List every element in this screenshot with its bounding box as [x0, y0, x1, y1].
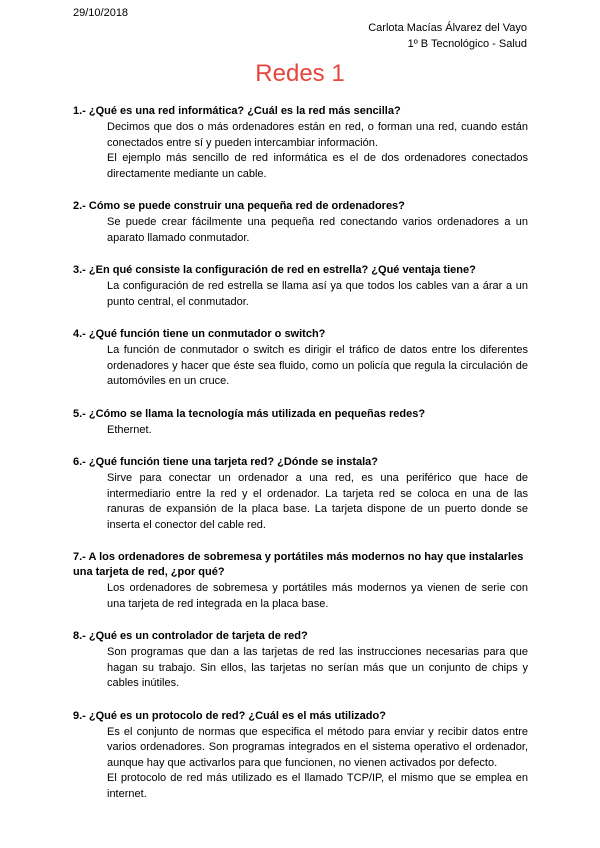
answer-paragraph: El protocolo de red más utilizado es el llamado TCP/IP, el mismo que se emplea en internet. [107, 772, 528, 800]
answer-body [107, 581, 528, 612]
question-heading: 8.- ¿Qué es un controlador de tarjeta de red? [73, 630, 308, 642]
question-block-2 [73, 199, 528, 246]
answer-paragraph: Ethernet. [107, 423, 152, 436]
answer-paragraph: Se puede crear fácilmente una pequeña red conectando varios ordenadores a un aparato llamado conmutador. [107, 216, 528, 244]
answer-paragraph: Es el conjunto de normas que especifica el método para enviar y recibir datos entre varios ordenadores. Son programas integrados en el sistema operativo el ordenador, aunque hay que activarlos para que funcionen, no vienen activados por defecto. [107, 725, 528, 769]
page-date: 29/10/2018 [73, 7, 129, 19]
answer-body [107, 471, 528, 533]
question-heading: 4.- ¿Qué función tiene un conmutador o switch? [73, 328, 326, 340]
question-block-7 [73, 550, 528, 612]
answer-paragraph: La función de conmutador o switch es dirigir el tráfico de datos entre los diferentes ordenadores y hacer que éste sea fluido, como un policía que regula la circulación de automóviles en un cruce. [107, 344, 528, 387]
questions-list [73, 104, 528, 819]
question-heading: 7.- A los ordenadores de sobremesa y portátiles más modernos no hay que instalarles una tarjeta de red, ¿por qué? [73, 551, 524, 578]
question-block-3 [73, 263, 528, 310]
question-heading: 9.- ¿Qué es un protocolo de red? ¿Cuál es el más utilizado? [73, 709, 386, 722]
question-block-1 [73, 104, 528, 182]
author-course: 1º B Tecnológico - Salud [407, 38, 527, 50]
answer-paragraph: Sirve para conectar un ordenador a una red, es una periférico que hace de intermediario entre la red y el ordenador. La tarjeta red se coloca en una de las ranuras de expansión de la placa base. La tarjeta dispone de un puerto donde se inserta el conector del cable red. [107, 472, 528, 531]
answer-body [107, 343, 528, 390]
answer-body [107, 423, 528, 439]
question-heading: 1.- ¿Qué es una red informática? ¿Cuál es la red más sencilla? [73, 105, 401, 117]
question-block-5 [73, 407, 528, 439]
answer-paragraph: Los ordenadores de sobremesa y portátiles más modernos ya vienen de serie con una tarjeta de red integrada en la placa base. [107, 582, 528, 610]
question-heading: 2.- Cómo se puede construir una pequeña red de ordenadores? [73, 200, 405, 212]
answer-body [107, 725, 528, 803]
answer-body [107, 645, 528, 692]
answer-paragraph: Son programas que dan a las tarjetas de red las instrucciones necesarias para que hagan su trabajo. Sin ellos, las tarjetas no serían más que un conjunto de chips y cables inútiles. [107, 646, 528, 689]
question-block-8 [73, 629, 528, 692]
question-block-4 [73, 327, 528, 390]
answer-body [107, 120, 528, 182]
answer-body [107, 215, 528, 246]
author-name: Carlota Macías Álvarez del Vayo [368, 22, 527, 34]
answer-paragraph: La configuración de red estrella se llama así ya que todos los cables van a árar a un punto central, el conmutador. [107, 280, 528, 308]
question-block-9 [73, 709, 528, 803]
question-heading: 3.- ¿En qué consiste la configuración de red en estrella? ¿Qué ventaja tiene? [73, 264, 476, 276]
answer-paragraph: Decimos que dos o más ordenadores están en red, o forman una red, cuando están conectados entre sí y pueden intercambiar información. [107, 121, 528, 149]
answer-paragraph: El ejemplo más sencillo de red informática es el de dos ordenadores conectados directamente mediante un cable. [107, 152, 528, 180]
answer-body [107, 279, 528, 310]
author-header [368, 20, 527, 52]
question-heading: 5.- ¿Cómo se llama la tecnología más utilizada en pequeñas redes? [73, 407, 426, 420]
question-heading: 6.- ¿Qué función tiene una tarjeta red? ¿Dónde se instala? [73, 456, 378, 468]
question-block-6 [73, 455, 528, 533]
document-title: Redes 1 [255, 60, 345, 87]
